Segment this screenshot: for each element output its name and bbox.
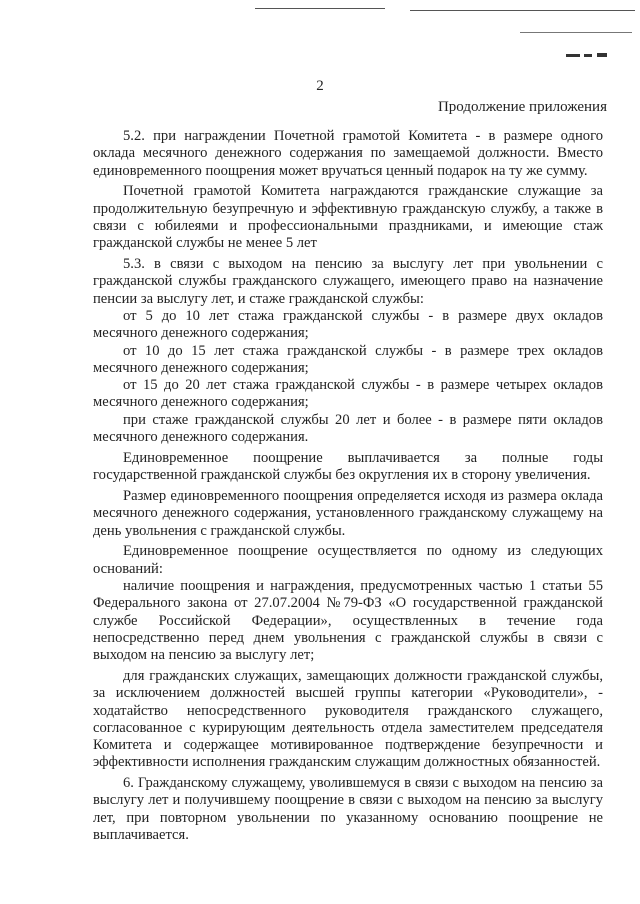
paragraph: от 5 до 10 лет стажа гражданской службы - в размере двух окладов месячного денежного содержания; xyxy=(93,307,603,342)
scan-artifact-mark xyxy=(597,53,607,57)
scan-artifact-mark xyxy=(566,54,580,57)
paragraph: Размер единовременного поощрения определяется исходя из размера оклада месячного денежного содержания, установленного гражданскому служащему на день увольнения с гражданской службы. xyxy=(93,487,603,539)
page-number: 2 xyxy=(316,78,324,94)
paragraph: наличие поощрения и награждения, предусмотренных частью 1 статьи 55 Федерального закона от 27.07.2004 №79-ФЗ «О государственной гражданской службе Российской Федерации», осуществленных в течение года непосредственно перед днем увольнения с гражданской службы в связи с выходом на пенсию за выслугу лет; xyxy=(93,577,603,664)
scan-artifact-mark xyxy=(584,54,592,57)
paragraph: от 15 до 20 лет стажа гражданской службы - в размере четырех окладов месячного денежного содержания; xyxy=(93,377,603,411)
continuation-label: Продолжение приложения xyxy=(437,99,607,115)
scan-artifact-line xyxy=(520,32,632,33)
paragraph: 6. Гражданскому служащему, уволившемуся в связи с выходом на пенсию за выслугу лет и получившему поощрение в связи с выходом на пенсию за выслугу лет, при повторном увольнении по указанному основанию поощрение не выплачивается. xyxy=(93,775,603,844)
paragraph: Единовременное поощрение выплачивается за полные годы государственной гражданской службы без округления их в сторону увеличения. xyxy=(93,449,603,484)
paragraph: 5.2. при награждении Почетной грамотой Комитета - в размере одного оклада месячного денежного содержания по замещаемой должности. Вместо единовременного поощрения может вручаться ценный подарок на ту же сумму. xyxy=(93,128,603,179)
paragraph: Единовременное поощрение осуществляется по одному из следующих оснований: xyxy=(93,543,603,577)
scan-artifact-line xyxy=(255,8,385,9)
scan-artifact-line xyxy=(410,10,635,11)
paragraph: при стаже гражданской службы 20 лет и более - в размере пяти окладов месячного денежного содержания. xyxy=(93,411,603,446)
document-body xyxy=(93,128,603,848)
paragraph: для гражданских служащих, замещающих должности гражданской службы, за исключением должностей высшей группы категории «Руководители», - ходатайство непосредственного руководителя гражданского служащего, согласованное с курирующим деятельность отдела заместителем председателя Комитета и содержащее мотивированное подтверждение безупречности и эффективности исполнения гражданским служащим должностных обязанностей. xyxy=(93,667,603,771)
paragraph: 5.3. в связи с выходом на пенсию за выслугу лет при увольнении с гражданской службы гражданского служащего, имеющего право на назначение пенсии за выслугу лет, и стаже гражданской службы: xyxy=(93,256,603,307)
paragraph: от 10 до 15 лет стажа гражданской службы - в размере трех окладов месячного денежного содержания; xyxy=(93,342,603,376)
paragraph: Почетной грамотой Комитета награждаются гражданские служащие за продолжительную безупречную и эффективную гражданскую службу, а также в связи с юбилеями и профессиональными праздниками, и имеющие стаж гражданской службы не менее 5 лет xyxy=(93,183,603,252)
